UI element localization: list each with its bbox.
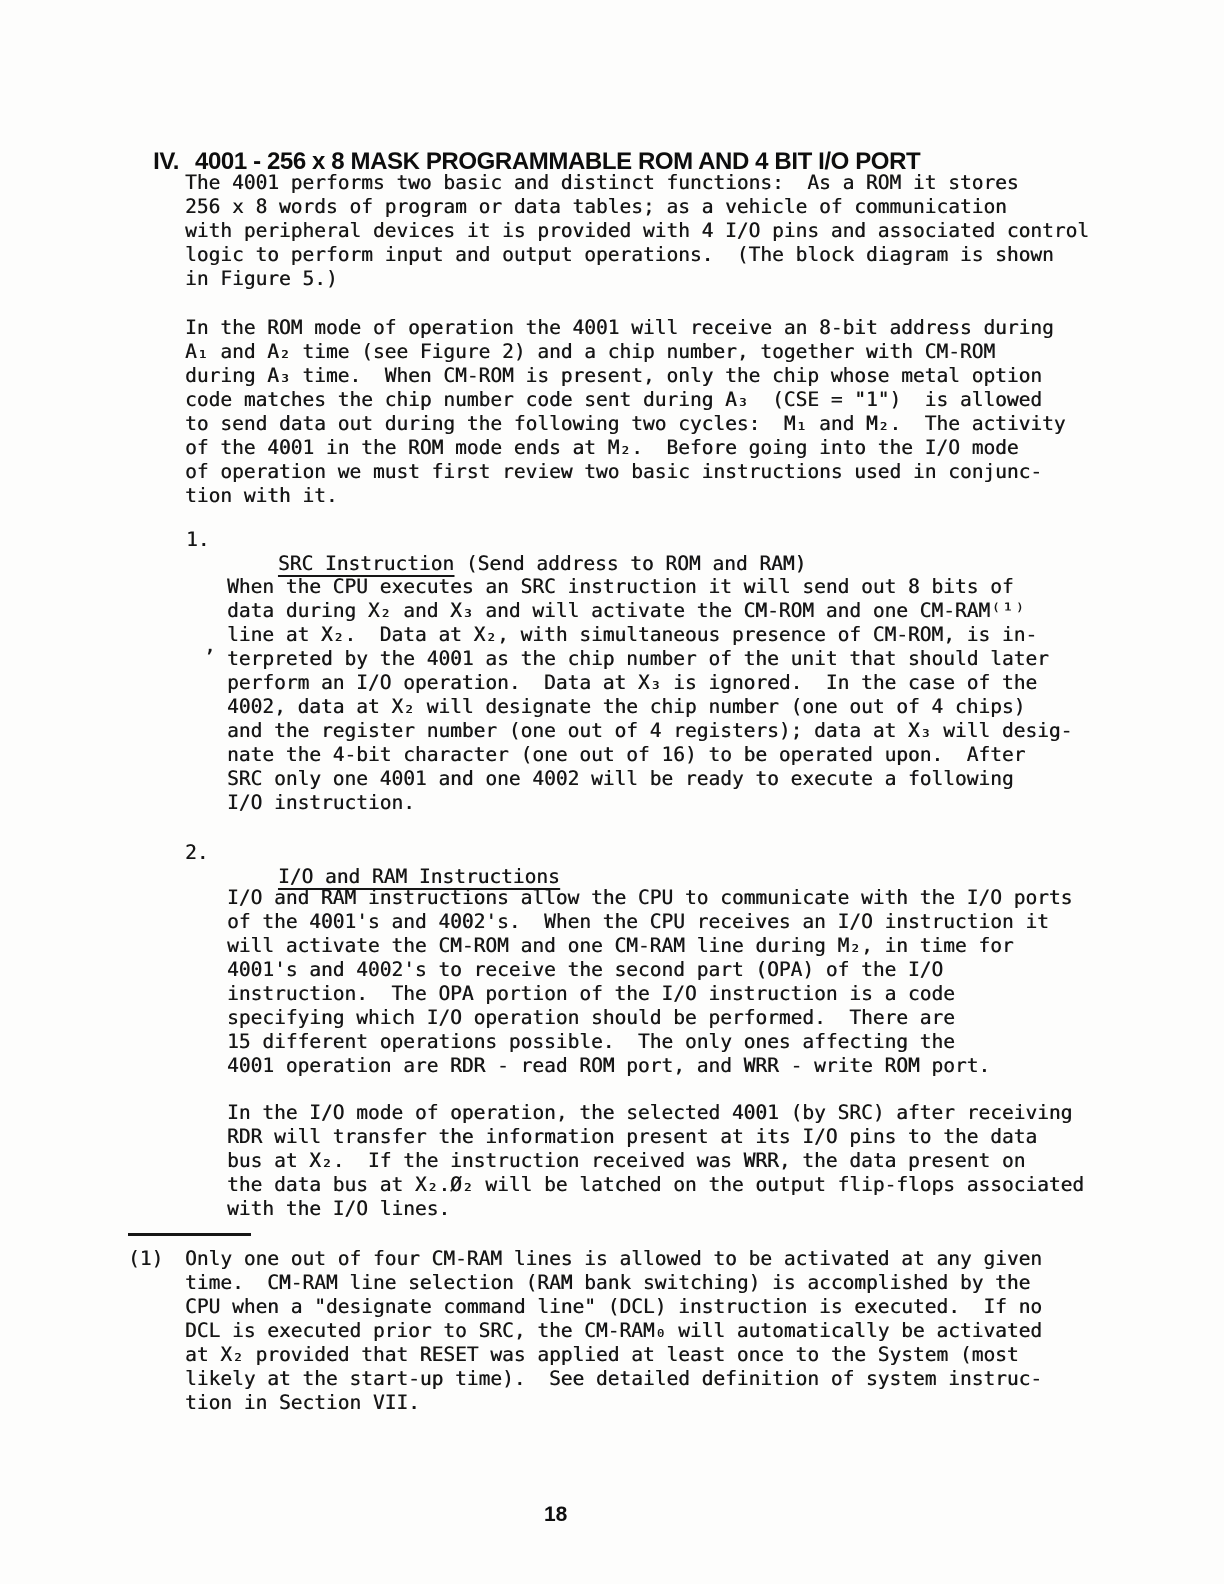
text-line: tion with it. xyxy=(185,484,338,507)
section1-number: 1. xyxy=(186,528,210,551)
text-line: DCL is executed prior to SRC, the CM-RAM₀ will automatically be activated xyxy=(185,1319,1043,1342)
text-line: terpreted by the 4001 as the chip number of the unit that should later xyxy=(227,647,1049,670)
text-line: 4001 operation are RDR - read ROM port, and WRR - write ROM port. xyxy=(227,1054,991,1077)
text-line: When the CPU executes an SRC instruction it will send out 8 bits of xyxy=(227,575,1014,598)
footnote xyxy=(185,1247,1042,1415)
text-line: at X₂ provided that RESET was applied at least once to the System (most xyxy=(185,1343,1019,1366)
text-line: 256 x 8 words of program or data tables; as a vehicle of communication xyxy=(185,195,1007,218)
heading-number: IV. xyxy=(153,148,180,175)
section2-paragraph-1 xyxy=(227,886,1072,1078)
text-line: the data bus at X₂.Ø₂ will be latched on the output flip-flops associated xyxy=(227,1173,1085,1196)
text-line: Only one out of four CM-RAM lines is allowed to be activated at any given xyxy=(185,1247,1043,1270)
text-line: perform an I/O operation. Data at X₃ is ignored. In the case of the xyxy=(227,671,1038,694)
text-line: CPU when a "designate command line" (DCL) instruction is executed. If no xyxy=(185,1295,1043,1318)
text-line: nate the 4-bit character (one out of 16) to be operated upon. After xyxy=(227,743,1026,766)
text-line: of the 4001 in the ROM mode ends at M₂. Before going into the I/O mode xyxy=(185,436,1019,459)
text-line: 15 different operations possible. The only ones affecting the xyxy=(227,1030,955,1053)
section1-paragraph xyxy=(227,575,1072,815)
text-line: instruction. The OPA portion of the I/O instruction is a code xyxy=(227,982,955,1005)
text-line: of operation we must first review two basic instructions used in conjunc- xyxy=(185,460,1043,483)
text-line: of the 4001's and 4002's. When the CPU receives an I/O instruction it xyxy=(227,910,1049,933)
text-line: A₁ and A₂ time (see Figure 2) and a chip number, together with CM-ROM xyxy=(185,340,996,363)
text-line: bus at X₂. If the instruction received was WRR, the data present on xyxy=(227,1149,1026,1172)
scan-artifact-comma: , xyxy=(204,634,216,657)
paragraph-rom-mode xyxy=(185,316,1066,508)
text-line: in Figure 5.) xyxy=(185,267,338,290)
text-line: time. CM-RAM line selection (RAM bank switching) is accomplished by the xyxy=(185,1271,1031,1294)
section1-title-suffix: (Send address to ROM and RAM) xyxy=(454,552,807,575)
text-line: will activate the CM-ROM and one CM-RAM line during M₂, in time for xyxy=(227,934,1014,957)
text-line: line at X₂. Data at X₂, with simultaneous presence of CM-ROM, is in- xyxy=(227,623,1038,646)
text-line: to send data out during the following two cycles: M₁ and M₂. The activity xyxy=(185,412,1066,435)
text-line: during A₃ time. When CM-ROM is present, only the chip whose metal option xyxy=(185,364,1043,387)
text-line: data during X₂ and X₃ and will activate the CM-ROM and one CM-RAM⁽¹⁾ xyxy=(227,599,1026,622)
section2-number: 2. xyxy=(185,841,209,864)
section2-paragraph-2 xyxy=(227,1101,1084,1221)
text-line: with the I/O lines. xyxy=(227,1197,451,1220)
section1-title: SRC Instruction xyxy=(277,552,455,575)
text-line: specifying which I/O operation should be performed. There are xyxy=(227,1006,955,1029)
paragraph-intro xyxy=(185,171,1089,291)
text-line: code matches the chip number code sent during A₃ (CSE = "1") is allowed xyxy=(185,388,1043,411)
text-line: In the ROM mode of operation the 4001 will receive an 8-bit address during xyxy=(185,316,1054,339)
text-line: In the I/O mode of operation, the selected 4001 (by SRC) after receiving xyxy=(227,1101,1073,1124)
text-line: 4001's and 4002's to receive the second part (OPA) of the I/O xyxy=(227,958,944,981)
footnote-separator xyxy=(128,1233,251,1236)
text-line: logic to perform input and output operations. (The block diagram is shown xyxy=(185,243,1054,266)
text-line: I/O and RAM instructions allow the CPU to communicate with the I/O ports xyxy=(227,886,1073,909)
text-line: I/O instruction. xyxy=(227,791,415,814)
footnote-marker: (1) xyxy=(128,1247,164,1270)
text-line: RDR will transfer the information present at its I/O pins to the data xyxy=(227,1125,1038,1148)
section2-title: I/O and RAM Instructions xyxy=(277,865,560,888)
text-line: with peripheral devices it is provided with 4 I/O pins and associated control xyxy=(185,219,1089,242)
text-line: 4002, data at X₂ will designate the chip number (one out of 4 chips) xyxy=(227,695,1026,718)
text-line: The 4001 performs two basic and distinct functions: As a ROM it stores xyxy=(185,171,1019,194)
heading-title: 4001 - 256 x 8 MASK PROGRAMMABLE ROM AND 4 BIT I/O PORT xyxy=(195,148,921,175)
text-line: SRC only one 4001 and one 4002 will be ready to execute a following xyxy=(227,767,1014,790)
text-line: and the register number (one out of 4 registers); data at X₃ will desig- xyxy=(227,719,1073,742)
text-line: tion in Section VII. xyxy=(185,1391,420,1414)
page-number: 18 xyxy=(544,1503,568,1526)
text-line: likely at the start-up time). See detailed definition of system instruc- xyxy=(185,1367,1043,1390)
